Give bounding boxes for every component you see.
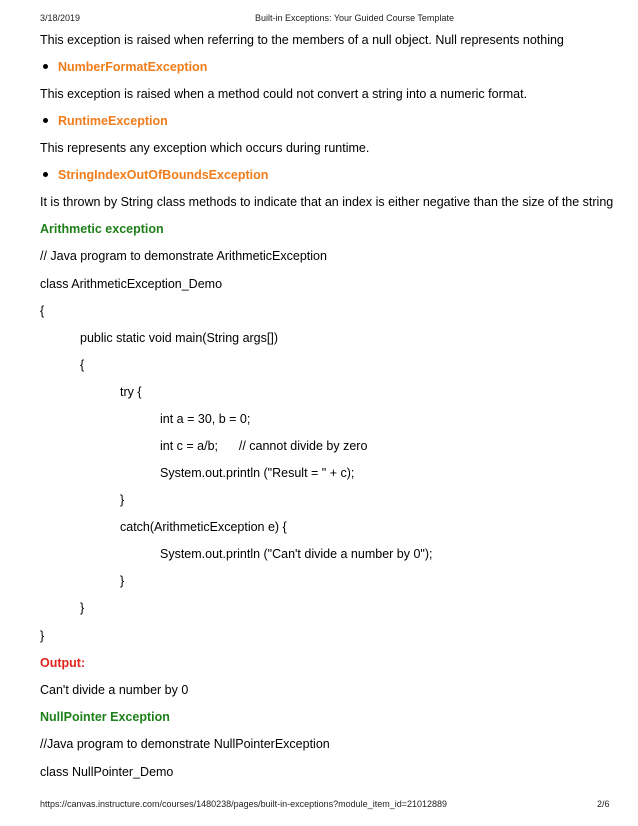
code-line: System.out.println ("Can't divide a number by 0"); [160, 547, 433, 561]
print-url: https://canvas.instructure.com/courses/1480238/pages/built-in-exceptions?module_item_id=21012889 [40, 799, 447, 809]
bullet-runtime: RuntimeException [58, 114, 168, 128]
code-line: public static void main(String args[]) [80, 331, 278, 345]
bullet-icon [43, 64, 48, 69]
code-line: class ArithmeticException_Demo [40, 277, 223, 291]
bullet-icon [43, 172, 48, 177]
paragraph-numberformat: This exception is raised when a method could not convert a string into a numeric format. [40, 87, 528, 101]
heading-output: Output: [40, 656, 86, 670]
code-line: } [120, 574, 125, 588]
code-line: // Java program to demonstrate ArithmeticException [40, 249, 327, 263]
code-line: //Java program to demonstrate NullPointerException [40, 737, 330, 751]
print-date: 3/18/2019 [40, 13, 81, 23]
code-line: int a = 30, b = 0; [160, 412, 251, 426]
paragraph-null: This exception is raised when referring to the members of a null object. Null represents nothing [40, 33, 564, 47]
output-text: Can't divide a number by 0 [40, 683, 189, 697]
code-line: int c = a/b; // cannot divide by zero [160, 439, 368, 453]
bullet-icon [43, 118, 48, 123]
code-line: } [120, 493, 125, 507]
code-line: System.out.println ("Result = " + c); [160, 466, 355, 480]
paragraph-stringindex: It is thrown by String class methods to indicate that an index is either negative than the size of the string [40, 195, 614, 209]
code-line: class NullPointer_Demo [40, 765, 174, 779]
heading-nullpointer: NullPointer Exception [40, 710, 170, 724]
paragraph-runtime: This represents any exception which occurs during runtime. [40, 141, 370, 155]
code-line: try { [120, 385, 142, 399]
heading-arithmetic: Arithmetic exception [40, 222, 164, 236]
code-line: } [40, 629, 45, 643]
code-line: { [80, 358, 85, 372]
print-title: Built-in Exceptions: Your Guided Course Template [255, 13, 454, 23]
bullet-stringindex: StringIndexOutOfBoundsException [58, 168, 269, 182]
code-line: catch(ArithmeticException e) { [120, 520, 287, 534]
page-number: 2/6 [597, 799, 610, 809]
bullet-numberformat: NumberFormatException [58, 60, 208, 74]
code-line: } [80, 601, 85, 615]
code-line: { [40, 304, 45, 318]
